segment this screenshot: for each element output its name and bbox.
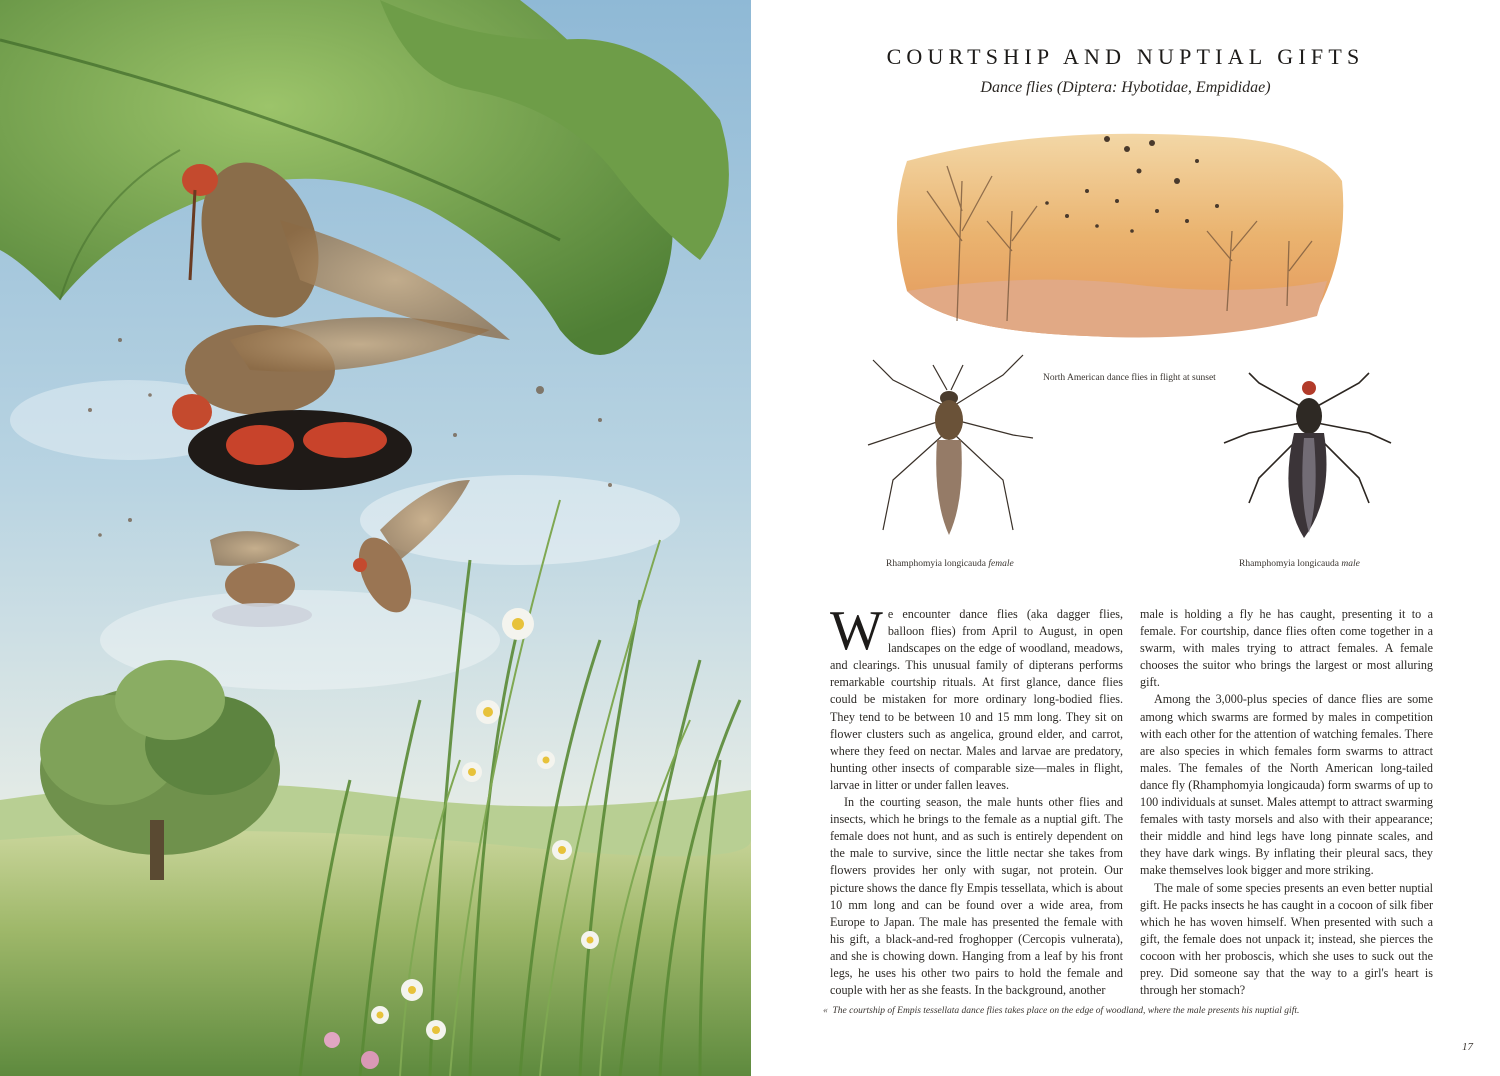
- sunset-swarm-illustration: [887, 121, 1349, 350]
- male-caption: [1239, 559, 1360, 569]
- text-page: [751, 0, 1500, 1076]
- caption-text: The courtship of Empis tessellata dance flies takes place on the edge of woodland, where the male presents his nuptial gift.: [832, 1006, 1300, 1016]
- page-subtitle: Dance flies (Diptera: Hybotidae, Empididae): [980, 79, 1271, 96]
- page-number: 17: [1462, 1041, 1473, 1053]
- paragraph-text: e encounter dance flies (aka dagger flies, balloon flies) from April to August, in open landscapes on the edge of woodland, meadows, and clearings. This unusual family of dipterans performs remarkable courtship rituals. At first glance, dance flies could be mistaken for more ordinary long-bodied flies. They tend to be between 10 and 15 mm long. They sit on flower clusters such as angelica, ground elder, and carrot, where they feed on nectar. Males and larvae are predatory, hunting other insects of comparable size—males in flight, larvae in litter or under fallen leaves.: [830, 607, 1123, 792]
- figure-caption: [823, 1006, 1299, 1016]
- paragraph: male is holding a fly he has caught, presenting it to a female. For courtship, dance flies often come together in a swarm, with males trying to attract females. A female chooses the suitor who brings the largest or most alluring gift.: [1140, 607, 1433, 690]
- page-title: COURTSHIP AND NUPTIAL GIFTS: [886, 44, 1365, 69]
- paragraph: The male of some species presents an even better nuptial gift. He packs insects he has caught in a cocoon of silk fiber which he has woven himself. When presented with such a gift, the female does not unpack it; instead, she pierces the cocoon with her proboscis, which she uses to suck out the prey. Did someone say that the way to a girl's heart is through her stomach?: [1140, 880, 1433, 998]
- paragraph: [830, 600, 1123, 794]
- paragraph: Among the 3,000-plus species of dance flies are some among which swarms are formed by males in competition with each other for the attention of watching females. There are also species in which females form swarms to attract males. The females of the North American long-tailed dance fly (Rhamphomyia longicauda) form swarms of up to 100 individuals at sunset. Males attempt to attract swarming females with tasty morsels and also with their appearance; their middle and hind legs have long pinnate scales, and they have dark wings. By inflating their pleural sacs, they make themselves look bigger and more striking.: [1140, 692, 1433, 878]
- paragraph: In the courting season, the male hunts other flies and insects, which he brings to the female as a nuptial gift. The female does not hunt, and as such is entirely dependent on the male to survive, since the little nectar she takes from flowers provides her only with sugar, not protein. Our picture shows the dance fly Empis tessellata, which is about 10 mm long and can be found over a wide area, from Europe to Japan. The male has presented the female with his gift, a black-and-red froghopper (Cercopis vulnerata), and she is chowing down. Hanging from a leaf by his front legs, he uses his other two pairs to hold the female and couple with her as she feasts. In the background, another: [830, 795, 1123, 998]
- male-fly-illustration: [1219, 368, 1394, 552]
- froghopper: [188, 410, 412, 490]
- female-caption-name: Rhamphomyia longicauda: [886, 559, 986, 569]
- male-caption-sex: male: [1341, 559, 1360, 569]
- body-column-2: [1140, 606, 1433, 999]
- body-column-1: [830, 600, 1123, 999]
- caption-marker: «: [823, 1006, 828, 1016]
- female-fly-illustration: [863, 350, 1038, 544]
- sunset-caption: North American dance flies in flight at sunset: [1043, 373, 1216, 383]
- male-caption-name: Rhamphomyia longicauda: [1239, 559, 1339, 569]
- female-caption-sex: female: [988, 559, 1014, 569]
- drop-cap: W: [830, 600, 883, 662]
- female-caption: [886, 559, 1014, 569]
